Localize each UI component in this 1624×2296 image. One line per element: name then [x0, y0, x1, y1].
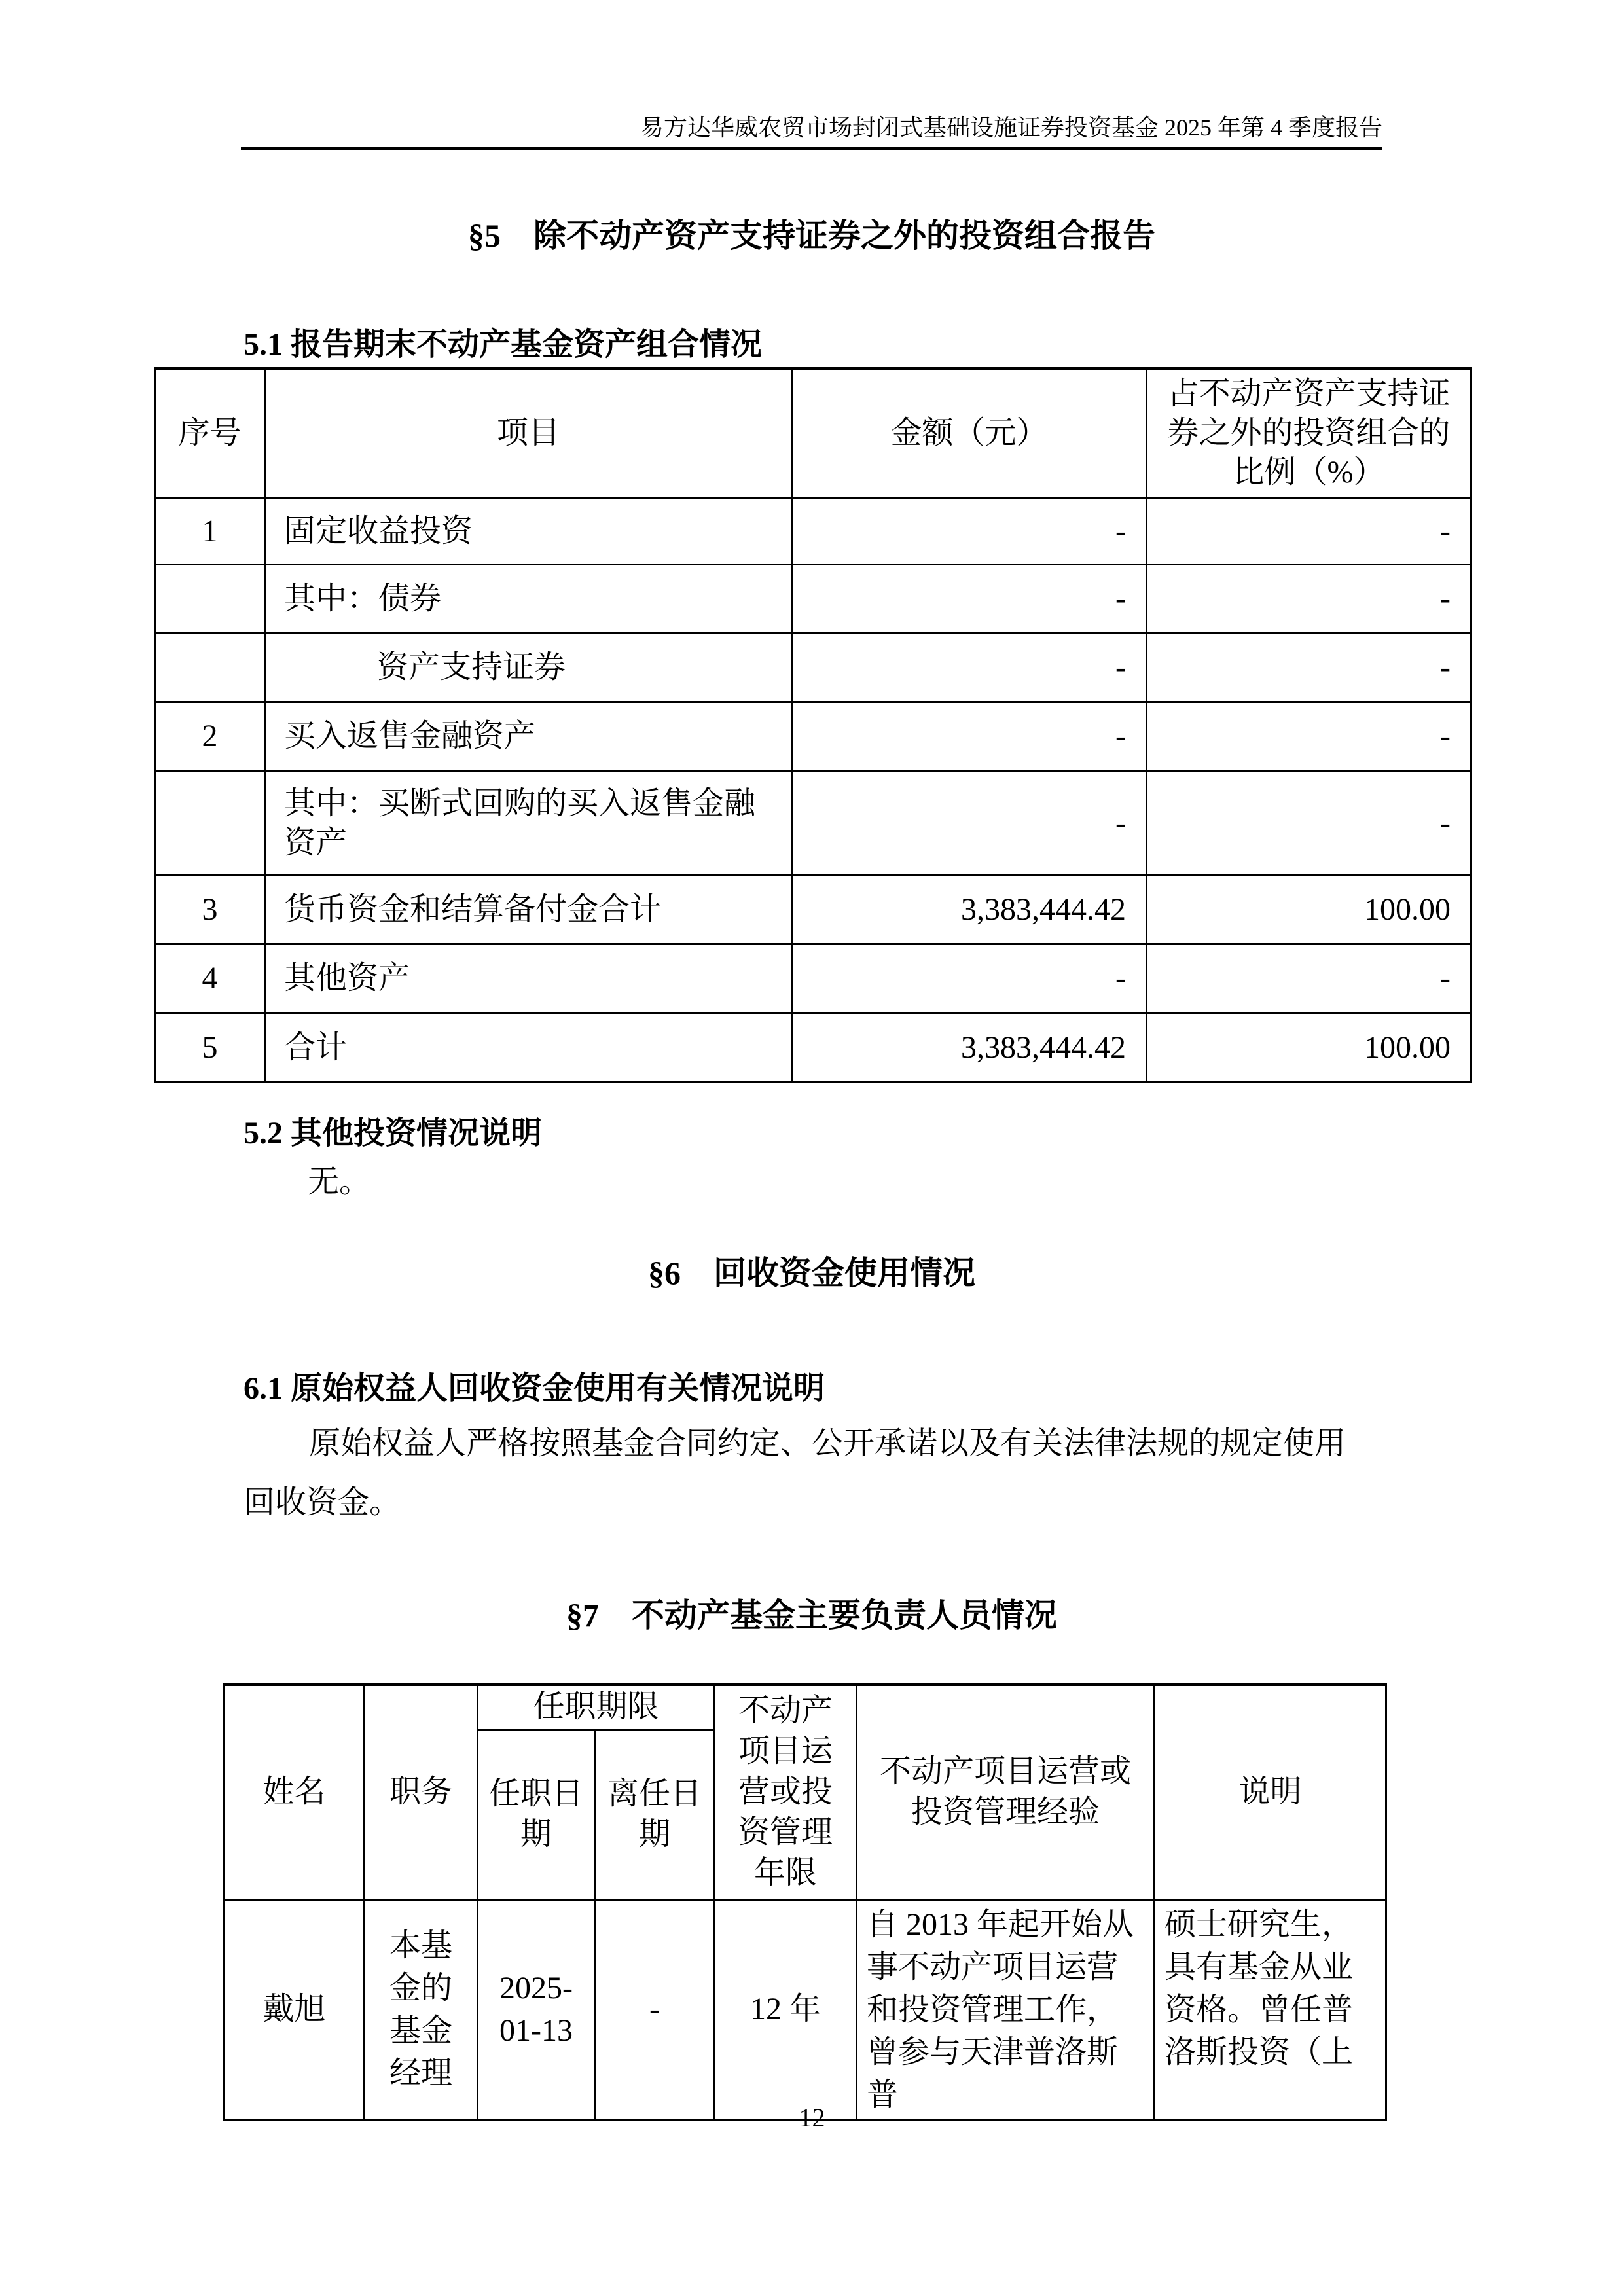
cell-item: 固定收益投资: [265, 498, 792, 565]
table-row: [155, 498, 1471, 565]
header-cell-end-date: 离任日期: [595, 1729, 715, 1899]
header-cell-note: 说明: [1155, 1685, 1386, 1899]
person-table-data-row: [225, 1899, 1386, 2120]
cell-ratio: 100.00: [1147, 1013, 1471, 1083]
section7-title: §7 不动产基金主要负责人员情况: [566, 1597, 1057, 1634]
cell-ratio: -: [1147, 944, 1471, 1013]
cell-amount: -: [792, 702, 1147, 771]
header-rule: [241, 147, 1382, 150]
cell-experience: 自 2013 年起开始从事不动产项目运营和投资管理工作，曾参与天津普洛斯普: [857, 1899, 1155, 2120]
section6-1-heading: 6.1 原始权益人回收资金使用有关情况说明: [244, 1371, 825, 1406]
cell-ratio: -: [1147, 702, 1471, 771]
table-row: [155, 1013, 1471, 1083]
cell-ratio: -: [1147, 498, 1471, 565]
cell-no: 5: [155, 1013, 265, 1083]
cell-item: 货币资金和结算备付金合计: [265, 876, 792, 944]
section6-paragraph-line2: 回收资金。: [244, 1485, 401, 1520]
cell-ratio: -: [1147, 634, 1471, 702]
cell-item: 其他资产: [265, 944, 792, 1013]
header-cell-experience: 不动产项目运营或投资管理经验: [857, 1685, 1155, 1899]
cell-position: 本基金的基金经理: [365, 1899, 478, 2120]
cell-amount: -: [792, 771, 1147, 876]
header-cell-tenure: 任职期限: [478, 1685, 715, 1729]
cell-no: [155, 771, 265, 876]
cell-item: 其中：买断式回购的买入返售金融资产: [265, 771, 792, 876]
table-row: [155, 565, 1471, 634]
cell-amount: -: [792, 944, 1147, 1013]
cell-no: [155, 634, 265, 702]
cell-item: 合计: [265, 1013, 792, 1083]
person-table-header-row-1: [225, 1685, 1386, 1729]
cell-item: 资产支持证券: [265, 634, 792, 702]
cell-ratio: -: [1147, 565, 1471, 634]
cell-ratio: 100.00: [1147, 876, 1471, 944]
header-cell-ratio: 占不动产资产支持证券之外的投资组合的比例（%）: [1147, 368, 1471, 498]
header-cell-name: 姓名: [225, 1685, 365, 1899]
cell-amount: -: [792, 634, 1147, 702]
cell-no: 4: [155, 944, 265, 1013]
header-cell-amount: 金额（元）: [792, 368, 1147, 498]
header-cell-no: 序号: [155, 368, 265, 498]
section5-2-body: 无。: [308, 1164, 371, 1199]
page-number: 12: [799, 2103, 825, 2132]
table-row: [155, 876, 1471, 944]
page-header-title: 易方达华威农贸市场封闭式基础设施证券投资基金 2025 年第 4 季度报告: [640, 115, 1382, 141]
section6-title: §6 回收资金使用情况: [648, 1255, 975, 1291]
asset-composition-table: [154, 367, 1472, 1083]
table-row: [155, 771, 1471, 876]
cell-no: 3: [155, 876, 265, 944]
asset-table-header-row: [155, 368, 1471, 498]
cell-item: 买入返售金融资产: [265, 702, 792, 771]
cell-note: 硕士研究生，具有基金从业资格。曾任普洛斯投资（上: [1155, 1899, 1386, 2120]
personnel-table: [223, 1683, 1387, 2121]
header-cell-start-date: 任职日期: [478, 1729, 595, 1899]
cell-item: 其中：债券: [265, 565, 792, 634]
cell-no: 2: [155, 702, 265, 771]
cell-start-date: 2025-01-13: [478, 1899, 595, 2120]
header-cell-item: 项目: [265, 368, 792, 498]
cell-years: 12 年: [715, 1899, 857, 2120]
section5-1-heading: 5.1 报告期末不动产基金资产组合情况: [244, 327, 763, 362]
cell-ratio: -: [1147, 771, 1471, 876]
cell-amount: 3,383,444.42: [792, 1013, 1147, 1083]
cell-amount: 3,383,444.42: [792, 876, 1147, 944]
section5-title: §5 除不动产资产支持证券之外的投资组合报告: [468, 217, 1155, 254]
table-row: [155, 702, 1471, 771]
cell-no: 1: [155, 498, 265, 565]
cell-end-date: -: [595, 1899, 715, 2120]
cell-amount: -: [792, 565, 1147, 634]
header-cell-position: 职务: [365, 1685, 478, 1899]
header-cell-years: 不动产项目运营或投资管理年限: [715, 1685, 857, 1899]
section5-2-heading: 5.2 其他投资情况说明: [244, 1116, 543, 1151]
cell-amount: -: [792, 498, 1147, 565]
cell-name: 戴旭: [225, 1899, 365, 2120]
section6-paragraph-line1: 原始权益人严格按照基金合同约定、公开承诺以及有关法律法规的规定使用: [309, 1426, 1346, 1461]
table-row: [155, 634, 1471, 702]
cell-no: [155, 565, 265, 634]
table-row: [155, 944, 1471, 1013]
